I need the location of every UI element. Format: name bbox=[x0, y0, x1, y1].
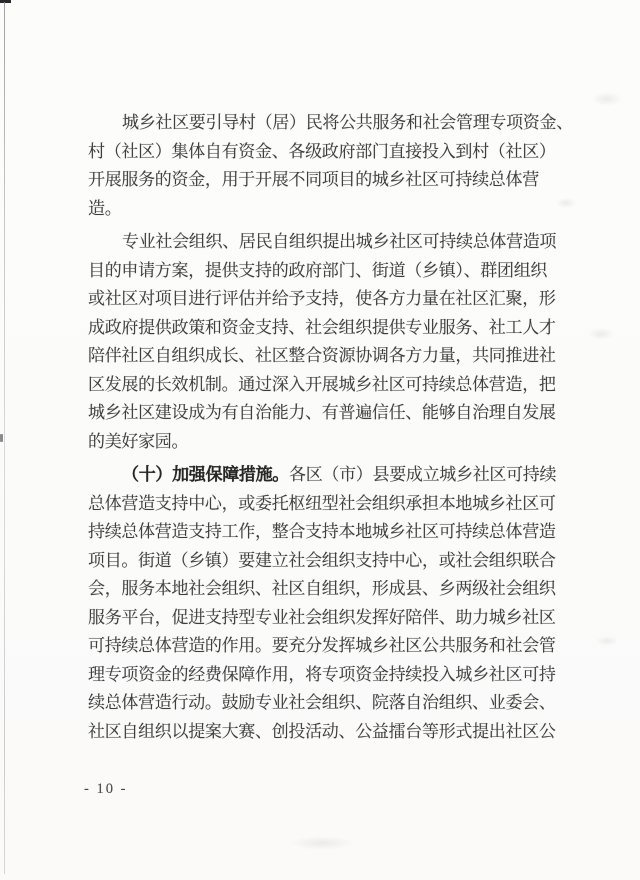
text-line: 陪伴社区自组织成长、社区整合资源协调各方力量，共同推进社 bbox=[88, 346, 556, 365]
text-line: 区发展的长效机制。通过深入开展城乡社区可持续总体营造，把 bbox=[88, 374, 556, 394]
text-line: 开展服务的资金，用于开展不同项目的城乡社区可持续总体营 bbox=[88, 170, 539, 189]
text-line: 服务平台，促进支持型专业社会组织发挥好陪伴、助力城乡社区 bbox=[88, 607, 556, 627]
paragraph-2-lines bbox=[88, 257, 564, 457]
paragraph-3-lines bbox=[88, 490, 564, 747]
scan-artifact-edge-tick bbox=[0, 434, 3, 442]
scan-smudge bbox=[592, 92, 622, 106]
paragraph-1-first-line: 城乡社区要引导村（居）民将公共服务和社会管理专项资金、 bbox=[122, 113, 573, 132]
document-body bbox=[88, 109, 573, 751]
paragraph-2 bbox=[88, 228, 564, 456]
scan-artifact-left-edge-line bbox=[4, 2, 5, 874]
text-line: 会，服务本地社会组织、社区自组织，形成县、乡两级社会组织 bbox=[88, 579, 556, 598]
text-line: 目的申请方案，提供支持的政府部门、街道（乡镇）、群团组织 bbox=[88, 260, 548, 280]
paragraph-1 bbox=[88, 109, 573, 223]
page-number: - 10 - bbox=[84, 781, 128, 797]
text-line: 村（社区）集体自有资金、各级政府部门直接投入到村（社区） bbox=[88, 141, 556, 161]
section-heading: （十）加强保障措施。 bbox=[122, 465, 289, 484]
text-line: 城乡社区建设成为有自治能力、有普遍信任、能够自治理自发展 bbox=[88, 403, 556, 422]
paragraph-3 bbox=[88, 461, 564, 746]
text-line: 理专项资金的经费保障作用，将专项资金持续投入城乡社区可持 bbox=[88, 664, 556, 684]
scan-smudge bbox=[588, 328, 614, 340]
paragraph-1-lines bbox=[88, 138, 564, 224]
scan-smudge bbox=[596, 636, 618, 646]
text-line: 续总体营造行动。鼓励专业社会组织、院落自治组织、业委会、 bbox=[88, 693, 556, 712]
text-line: 成政府提供政策和资金支持、社会组织提供专业服务、社工人才 bbox=[88, 317, 556, 337]
text-line: 的美好家园。 bbox=[88, 431, 189, 451]
text-line: 社区自组织以提案大赛、创投活动、公益擂台等形式提出社区公 bbox=[88, 721, 556, 741]
paragraph-2-first-line: 专业社会组织、居民自组织提出城乡社区可持续总体营造项 bbox=[122, 232, 557, 251]
text-line: 项目。街道（乡镇）要建立社会组织支持中心，或社会组织联合 bbox=[88, 550, 556, 570]
paragraph-3-first-line bbox=[88, 461, 564, 490]
scan-smudge bbox=[290, 836, 354, 850]
scan-artifact-corner-mark bbox=[0, 0, 11, 3]
paragraph-3-first-line-rest: 各区（市）县要成立城乡社区可持续 bbox=[289, 465, 557, 484]
text-line: 总体营造支持中心，或委托枢纽型社会组织承担本地城乡社区可 bbox=[88, 493, 556, 513]
text-line: 持续总体营造支持工作，整合支持本地城乡社区可持续总体营造 bbox=[88, 522, 556, 541]
text-line: 造。 bbox=[88, 198, 122, 218]
text-line: 或社区对项目进行评估并给予支持，使各方力量在社区汇聚，形 bbox=[88, 289, 556, 308]
text-line: 可持续总体营造的作用。要充分发挥城乡社区公共服务和社会管 bbox=[88, 636, 556, 655]
